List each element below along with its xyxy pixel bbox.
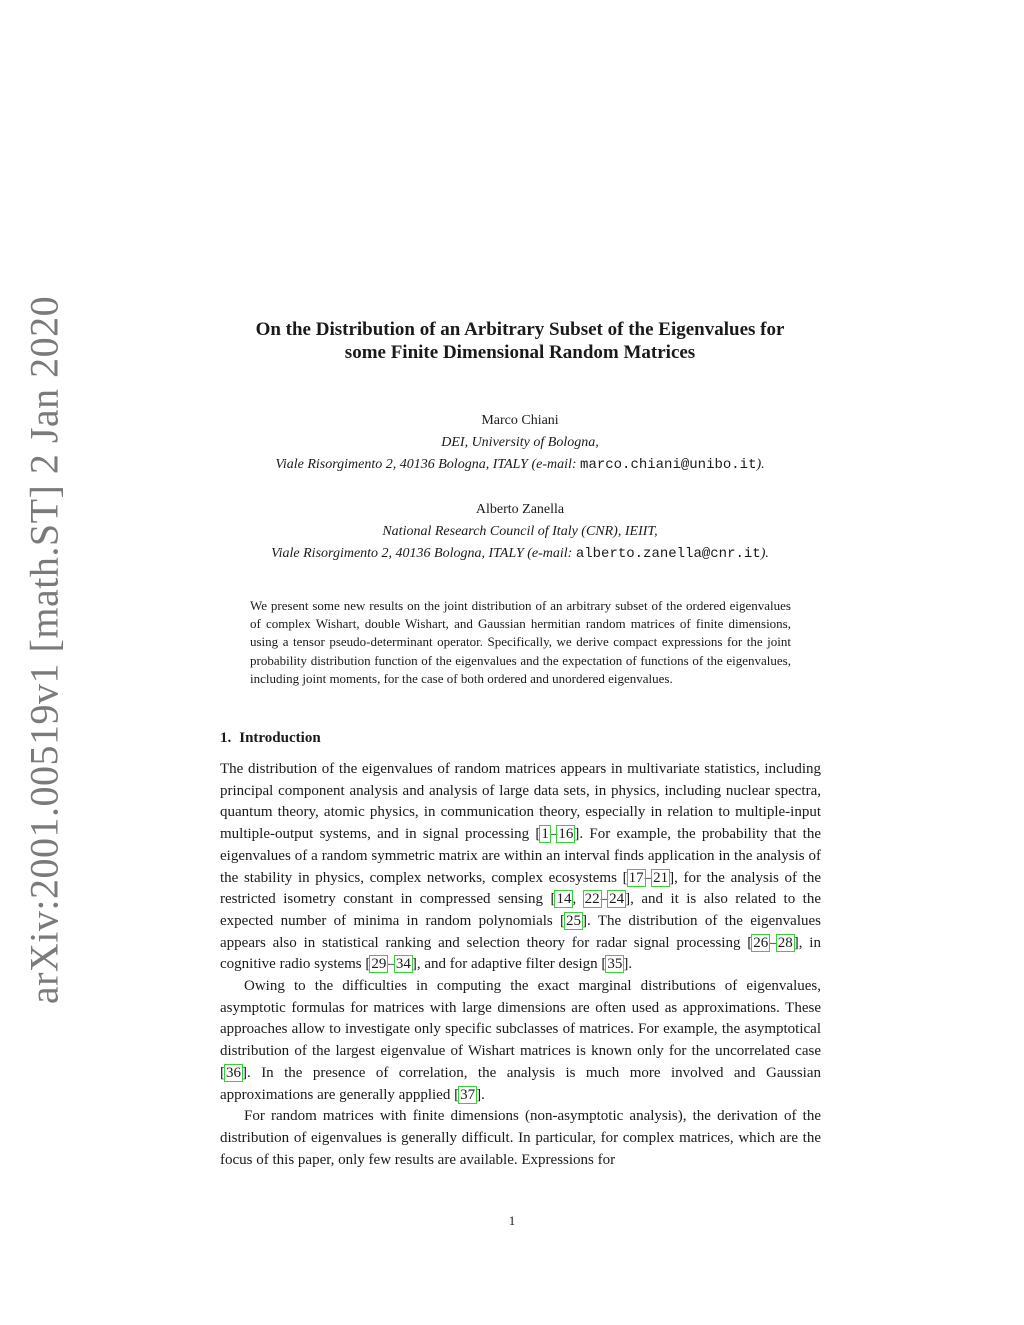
citation-link[interactable]: 25 xyxy=(566,912,582,929)
section-number: 1. xyxy=(220,730,232,746)
citation-link[interactable]: 37 xyxy=(460,1086,476,1103)
author-name: Alberto Zanella xyxy=(475,502,565,517)
citation-link[interactable]: 26 xyxy=(753,934,769,951)
author-block-1 xyxy=(150,410,890,476)
author-address: Viale Risorgimento 2, 40136 Bologna, ITALY (e-mail: marco.chiani@unibo.it). xyxy=(275,457,765,473)
section-heading xyxy=(220,730,329,747)
citation-link[interactable]: 16 xyxy=(558,826,574,843)
citation-link[interactable]: 36 xyxy=(226,1064,241,1081)
title-line-1: On the Distribution of an Arbitrary Subset of the Eigenvalues for xyxy=(255,319,785,340)
author-email-link[interactable]: marco.chiani@unibo.it xyxy=(580,457,757,473)
citation-link[interactable]: 1 xyxy=(541,826,549,843)
arxiv-stamp: arXiv:2001.00519v1 [math.ST] 2 Jan 2020 xyxy=(21,295,67,1005)
citation-link[interactable]: 35 xyxy=(607,956,623,973)
paragraph: Owing to the difficulties in computing the exact marginal distributions of eigenvalues, asymptotic formulas for matrices with large dimensions are often used as approximations. These approaches allow to investigate only specific subclasses of matrices. For example, the asymptotical distribution of the largest eigenvalue of Wishart matrices is known only for the uncorrelated case [36]. In the presence of correlation, the analysis is much more involved and Gaussian approximations are generally appplied [37]. xyxy=(220,978,821,1103)
body-text xyxy=(220,759,821,1171)
page-number: 1 xyxy=(508,1213,516,1228)
citation-link[interactable]: 29 xyxy=(371,956,387,973)
citation-link[interactable]: 17 xyxy=(628,869,644,886)
abstract: We present some new results on the joint distribution of an arbitrary subset of the ordered eigenvalues of complex Wishart, double Wishart, and Gaussian hermitian random matrices of finite dimensions, using a tensor pseudo-determinant operator. Specifically, we derive compact expressions for the joint probability distribution function of the eigenvalues and the expectation of functions of the eigenvalues, including joint moments, for the case of both ordered and unordered eigenvalues. xyxy=(250,598,791,686)
citation-link[interactable]: 22 xyxy=(584,891,600,908)
citation-link[interactable]: 21 xyxy=(653,869,669,886)
citation-link[interactable]: 14 xyxy=(556,891,572,908)
author-name: Marco Chiani xyxy=(481,413,559,428)
paper-title xyxy=(150,318,890,364)
author-block-2 xyxy=(150,499,890,565)
author-affiliation: National Research Council of Italy (CNR), IEIIT, xyxy=(382,524,658,539)
section-title: Introduction xyxy=(239,730,321,746)
author-email-link[interactable]: alberto.zanella@cnr.it xyxy=(575,546,761,562)
author-affiliation: DEI, University of Bologna, xyxy=(441,435,599,450)
citation-link[interactable]: 24 xyxy=(609,891,625,908)
citation-link[interactable]: 34 xyxy=(395,956,411,973)
title-line-2: some Finite Dimensional Random Matrices xyxy=(344,342,696,363)
paragraph: The distribution of the eigenvalues of random matrices appears in multivariate statistics, including principal component analysis and analysis of large data sets, in physics, including nuclear spectra, quantum theory, atomic physics, in communication theory, especially in relation to multiple-input multiple-output systems, and in signal processing [1–16]. For example, the probability that the eigenvalues of a random symmetric matrix are within an interval finds application in the analysis of the stability in physics, complex networks, complex ecosystems [17–21], for the analysis of the restricted isometry constant in compressed sensing [14, 22–24], and it is also related to the expected number of minima in random polynomials [25]. The distribution of the eigenvalues appears also in statistical ranking and selection theory for radar signal processing [26–28], in cognitive radio systems [29–34], and for adaptive filter design [35]. xyxy=(220,761,821,973)
paragraph: For random matrices with finite dimensions (non-asymptotic analysis), the derivation of the distribution of eigenvalues is generally difficult. In particular, for complex matrices, which are the focus of this paper, only few results are available. Expressions for xyxy=(220,1108,821,1168)
author-address: Viale Risorgimento 2, 40136 Bologna, ITALY (e-mail: alberto.zanella@cnr.it). xyxy=(271,546,769,562)
citation-link[interactable]: 28 xyxy=(777,934,793,951)
